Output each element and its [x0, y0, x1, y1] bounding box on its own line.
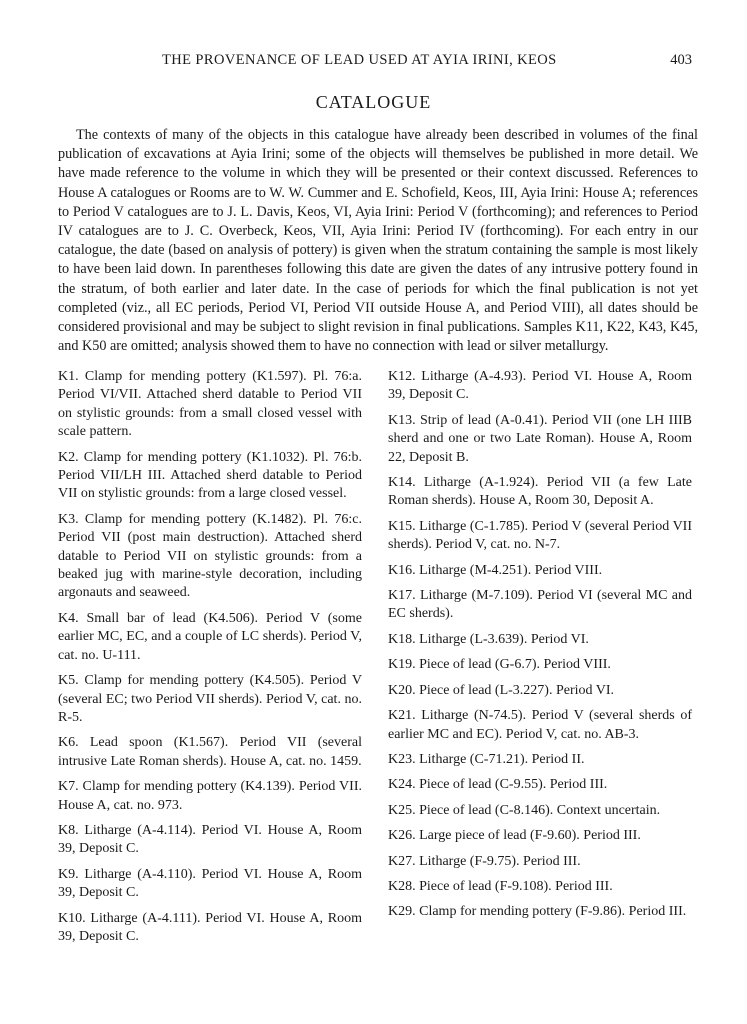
catalogue-entry-k9: K9. Litharge (A-4.110). Period VI. House A, Room 39, Deposit C. — [58, 866, 362, 901]
catalogue-entry-k27: K27. Litharge (F-9.75). Period III. — [388, 853, 581, 869]
catalogue-entry-k13: K13. Strip of lead (A-0.41). Period VII (one LH IIIB sherd and one or two Late Roman). House A, Room 22, Deposit B. — [388, 412, 692, 465]
catalogue-entry-k5: K5. Clamp for mending pottery (K4.505). Period V (several EC; two Period VII sherds). Period V, cat. no. R-5. — [58, 673, 362, 725]
catalogue-entry-k7: K7. Clamp for mending pottery (K4.139). Period VII. House A, cat. no. 973. — [58, 779, 362, 813]
page-number: 403 — [670, 52, 692, 68]
catalogue-column-left — [58, 368, 362, 953]
catalogue-entry-k25: K25. Piece of lead (C-8.146). Context uncertain. — [388, 802, 661, 818]
catalogue-entry-k12: K12. Litharge (A-4.93). Period VI. House A, Room 39, Deposit C. — [388, 369, 692, 403]
catalogue-entry-k21: K21. Litharge (N-74.5). Period V (several sherds of earlier MC and EC). Period V, cat. no. AB-3. — [388, 708, 692, 742]
catalogue-entry-k10: K10. Litharge (A-4.111). Period VI. House A, Room 39, Deposit C. — [58, 910, 362, 944]
catalogue-entry-k15: K15. Litharge (C-1.785). Period V (several Period VII sherds). Period V, cat. no. N-7. — [388, 518, 692, 553]
catalogue-entry-k18: K18. Litharge (L-3.639). Period VI. — [388, 631, 589, 647]
catalogue-entry-k14: K14. Litharge (A-1.924). Period VII (a few Late Roman sherds). House A, Room 30, Deposit A. — [388, 475, 692, 509]
catalogue-entry-k4: K4. Small bar of lead (K4.506). Period V (some earlier MC, EC, and a couple of LC sherds). Period V, cat. no. U-111. — [58, 610, 362, 663]
catalogue-entry-k17: K17. Litharge (M-7.109). Period VI (several MC and EC sherds). — [388, 588, 692, 622]
catalogue-entry-k8: K8. Litharge (A-4.114). Period VI. House A, Room 39, Deposit C. — [58, 822, 362, 857]
running-head — [60, 52, 700, 72]
running-title: THE PROVENANCE OF LEAD USED AT AYIA IRINI, KEOS — [162, 52, 557, 68]
intro-paragraph: The contexts of many of the objects in this catalogue have already been described in volumes of the final publication of excavations at Ayia Irini; some of the objects will themselves be published in more detail. We have made reference to the volume in which they will be presented or their context discussed. References to House A catalogues or Rooms are to W. W. Cummer and E. Schofield, Keos, III, Ayia Irini: House A; references to Period V catalogues are to J. L. Davis, Keos, VI, Ayia Irini: Period V (forthcoming); and references to Period IV catalogues are to J. C. Overbeck, Keos, VII, Ayia Irini: Period IV (forthcoming). For each entry in our catalogue, the date (based on analysis of pottery) is given when the stratum containing the sample is most likely to have been laid down. In parentheses following this date are given the dates of any intrusive pottery found in the stratum, of both earlier and later date. In the case of periods for which the final publication is not yet completed (viz., all EC periods, Period VI, Period VII outside House A, and Period VIII), all dates should be considered provisional and may be subject to slight revision in final publications. Samples K11, K22, K43, K45, and K50 are omitted; analysis showed them to have no connection with lead or silver metallurgy. — [58, 127, 698, 355]
catalogue-entry-k1: K1. Clamp for mending pottery (K1.597). Pl. 76:a. Period VI/VII. Attached sherd datable to Period VII on stylistic grounds: from a small closed vessel with scale pattern. — [58, 369, 362, 440]
catalogue-entry-k23: K23. Litharge (C-71.21). Period II. — [388, 751, 585, 767]
catalogue-entry-k19: K19. Piece of lead (G-6.7). Period VIII. — [388, 657, 611, 673]
catalogue-entry-k3: K3. Clamp for mending pottery (K.1482). Pl. 76:c. Period VII (post main destruction). Attached sherd datable to Period VII on stylistic grounds: from a beaked jug with marine-style decoration, including argonauts and seaweed. — [58, 511, 362, 601]
catalogue-entry-k28: K28. Piece of lead (F-9.108). Period III. — [388, 878, 613, 894]
catalogue-entry-k29: K29. Clamp for mending pottery (F-9.86). Period III. — [388, 904, 687, 920]
catalogue-entry-k2: K2. Clamp for mending pottery (K1.1032). Pl. 76:b. Period VII/LH III. Attached sherd datable to Period VII on stylistic grounds: from a large closed vessel. — [58, 449, 362, 502]
catalogue-entry-k26: K26. Large piece of lead (F-9.60). Period III. — [388, 828, 641, 844]
catalogue-entry-k24: K24. Piece of lead (C-9.55). Period III. — [388, 777, 608, 793]
catalogue-entry-k20: K20. Piece of lead (L-3.227). Period VI. — [388, 682, 615, 698]
catalogue-column-right — [388, 368, 692, 929]
catalogue-entry-k16: K16. Litharge (M-4.251). Period VIII. — [388, 562, 603, 578]
section-heading: CATALOGUE — [315, 92, 432, 112]
catalogue-entry-k6: K6. Lead spoon (K1.567). Period VII (several intrusive Late Roman sherds). House A, cat. no. 1459. — [58, 735, 362, 769]
